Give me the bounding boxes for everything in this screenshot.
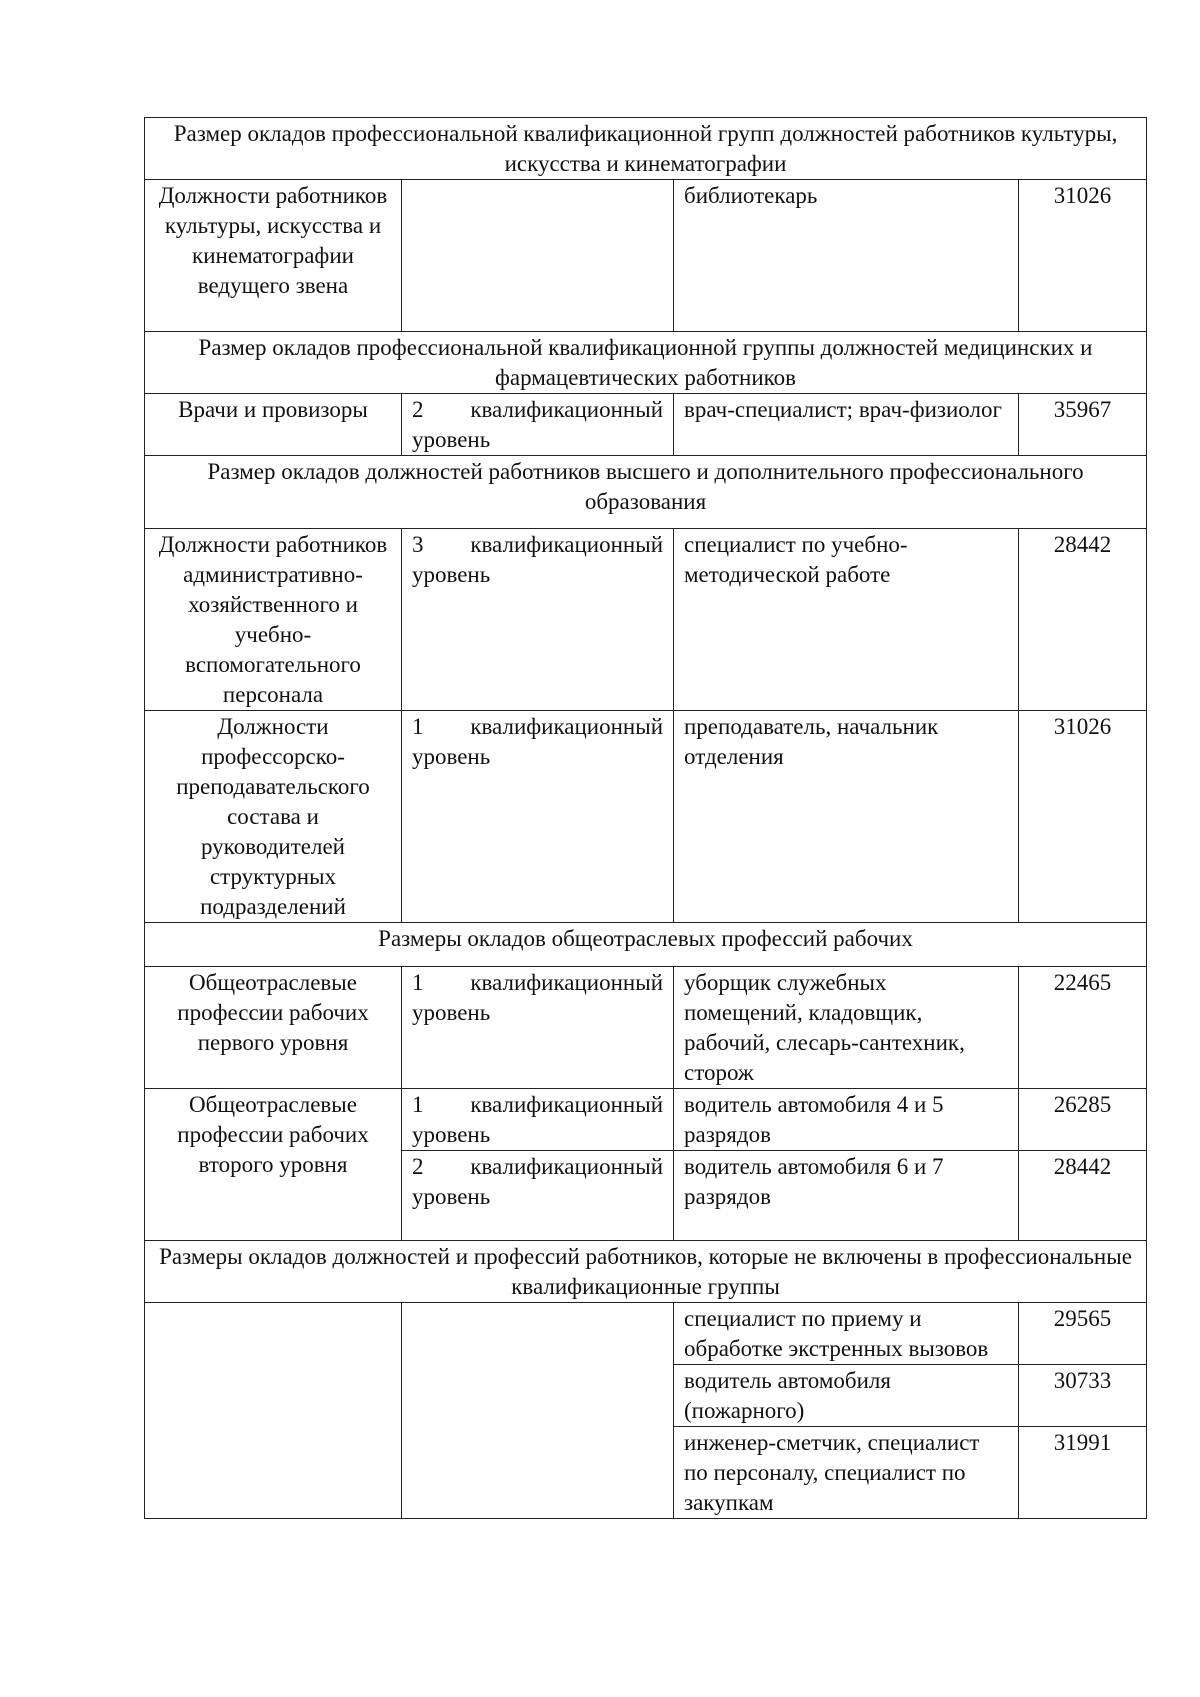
- salary-value: 22465: [1019, 967, 1147, 1089]
- table-row: [145, 180, 1147, 332]
- salary-value: 35967: [1019, 394, 1147, 456]
- qualification-level: [402, 1089, 674, 1151]
- table-row: [145, 529, 1147, 711]
- salary-value: 28442: [1019, 1151, 1147, 1241]
- qualification-level: [402, 529, 674, 711]
- group-name-empty: [145, 1303, 402, 1519]
- position-name: специалист по приему и обработке экстренных вызовов: [674, 1303, 1019, 1365]
- qualification-level: [402, 967, 674, 1089]
- salary-value: 26285: [1019, 1089, 1147, 1151]
- position-name: библиотекарь: [674, 180, 1019, 332]
- level-number: 2: [412, 397, 424, 422]
- salary-value: 31026: [1019, 711, 1147, 923]
- qualification-level: [402, 711, 674, 923]
- section-row: [145, 456, 1147, 529]
- level-rest: уровень: [412, 1122, 491, 1147]
- level-number: 1: [412, 714, 424, 739]
- level-number: 3: [412, 532, 424, 557]
- table-row: [145, 1089, 1147, 1151]
- group-name: Должности работников культуры, искусства и кинематографии ведущего звена: [145, 180, 402, 332]
- group-name: Общеотраслевые профессии рабочих первого уровня: [145, 967, 402, 1089]
- level-word: квалификационный: [470, 532, 663, 557]
- salary-value: 29565: [1019, 1303, 1147, 1365]
- section-title-workers: Размеры окладов общеотраслевых профессий рабочих: [145, 923, 1147, 967]
- qualification-level: [402, 394, 674, 456]
- position-name: водитель автомобиля 4 и 5 разрядов: [674, 1089, 1019, 1151]
- level-number: 1: [412, 1092, 424, 1117]
- section-title-medical: Размер окладов профессиональной квалификационной группы должностей медицинских и фармацевтических работников: [145, 332, 1147, 394]
- salary-value: 30733: [1019, 1365, 1147, 1427]
- position-name: специалист по учебно-методической работе: [674, 529, 1019, 711]
- position-name: врач-специалист; врач-физиолог: [674, 394, 1019, 456]
- qualification-level: [402, 180, 674, 332]
- position-name: водитель автомобиля 6 и 7 разрядов: [674, 1151, 1019, 1241]
- qualification-level-empty: [402, 1303, 674, 1519]
- position-name: уборщик служебных помещений, кладовщик, рабочий, слесарь-сантехник, сторож: [674, 967, 1019, 1089]
- section-row: [145, 118, 1147, 180]
- table-row: [145, 394, 1147, 456]
- section-row: [145, 332, 1147, 394]
- section-row: [145, 923, 1147, 967]
- level-rest: уровень: [412, 1000, 491, 1025]
- group-name: Общеотраслевые профессии рабочих второго уровня: [145, 1089, 402, 1241]
- section-title-other: Размеры окладов должностей и профессий работников, которые не включены в профессиональные квалификационные группы: [145, 1241, 1147, 1303]
- position-name: инженер-сметчик, специалист по персоналу, специалист по закупкам: [674, 1427, 1019, 1519]
- level-rest: уровень: [412, 427, 491, 452]
- level-word: квалификационный: [470, 1092, 663, 1117]
- level-number: 2: [412, 1154, 424, 1179]
- level-word: квалификационный: [470, 970, 663, 995]
- table-row: [145, 1303, 1147, 1365]
- level-number: 1: [412, 970, 424, 995]
- section-title-culture: Размер окладов профессиональной квалификационной групп должностей работников культуры, искусства и кинематографии: [145, 118, 1147, 180]
- level-rest: уровень: [412, 562, 491, 587]
- salary-value: 28442: [1019, 529, 1147, 711]
- section-title-education: Размер окладов должностей работников высшего и дополнительного профессионального образования: [145, 456, 1147, 529]
- table-row: [145, 967, 1147, 1089]
- level-word: квалификационный: [470, 714, 663, 739]
- level-word: квалификационный: [470, 1154, 663, 1179]
- group-name: Должности работников административно-хозяйственного и учебно-вспомогательного персонала: [145, 529, 402, 711]
- qualification-level: [402, 1151, 674, 1241]
- position-name: водитель автомобиля (пожарного): [674, 1365, 1019, 1427]
- table-row: [145, 711, 1147, 923]
- salary-value: 31991: [1019, 1427, 1147, 1519]
- group-name: Врачи и провизоры: [145, 394, 402, 456]
- section-row: [145, 1241, 1147, 1303]
- group-name: Должности профессорско-преподавательского состава и руководителей структурных подразделений: [145, 711, 402, 923]
- salary-value: 31026: [1019, 180, 1147, 332]
- position-name: преподаватель, начальник отделения: [674, 711, 1019, 923]
- level-rest: уровень: [412, 744, 491, 769]
- salary-table: [144, 117, 1147, 1519]
- level-word: квалификационный: [470, 397, 663, 422]
- level-rest: уровень: [412, 1184, 491, 1209]
